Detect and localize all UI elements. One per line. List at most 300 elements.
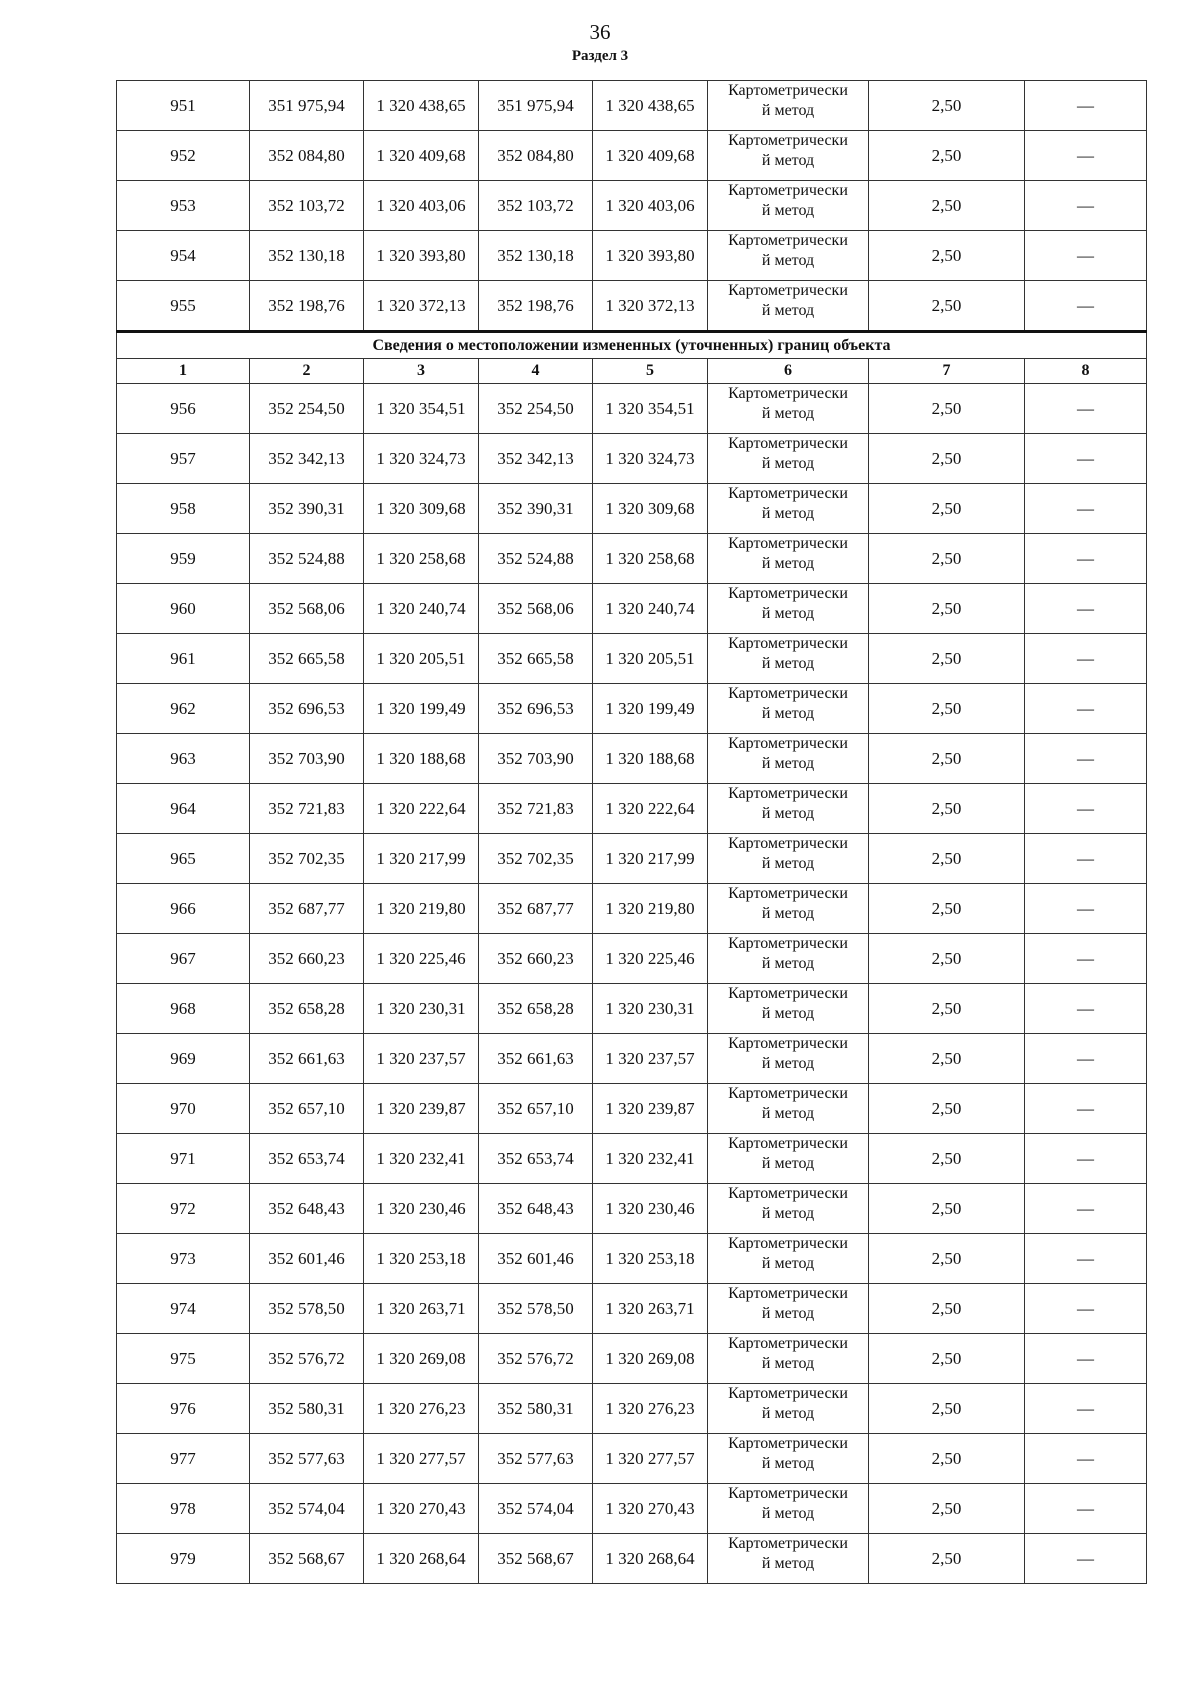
table-row — [117, 1134, 1147, 1184]
point-number-cell: 958 — [117, 484, 250, 534]
point-number-cell: 974 — [117, 1284, 250, 1334]
y-existing-cell: 1 320 225,46 — [364, 934, 479, 984]
y-existing-cell: 1 320 354,51 — [364, 384, 479, 434]
method-line-2: й метод — [761, 1055, 815, 1072]
note-cell: — — [1025, 984, 1147, 1034]
x-existing-cell: 352 660,23 — [250, 934, 364, 984]
x-refined-cell: 352 254,50 — [479, 384, 593, 434]
x-refined-cell: 352 721,83 — [479, 784, 593, 834]
note-cell: — — [1025, 231, 1147, 281]
x-refined-cell: 352 696,53 — [479, 684, 593, 734]
y-existing-cell: 1 320 253,18 — [364, 1234, 479, 1284]
method-cell — [708, 1534, 869, 1584]
x-refined-cell: 352 657,10 — [479, 1084, 593, 1134]
x-refined-cell: 352 342,13 — [479, 434, 593, 484]
x-existing-cell: 352 653,74 — [250, 1134, 364, 1184]
accuracy-cell: 2,50 — [869, 434, 1025, 484]
x-refined-cell: 352 577,63 — [479, 1434, 593, 1484]
table-row — [117, 131, 1147, 181]
x-refined-cell: 352 103,72 — [479, 181, 593, 231]
method-line-2: й метод — [761, 1505, 815, 1522]
point-number-cell: 960 — [117, 584, 250, 634]
y-refined-cell: 1 320 217,99 — [593, 834, 708, 884]
x-existing-cell: 352 601,46 — [250, 1234, 364, 1284]
accuracy-cell: 2,50 — [869, 281, 1025, 332]
point-number-cell: 977 — [117, 1434, 250, 1484]
note-cell: — — [1025, 634, 1147, 684]
x-existing-cell: 352 703,90 — [250, 734, 364, 784]
x-refined-cell: 352 084,80 — [479, 131, 593, 181]
method-line-2: й метод — [761, 252, 815, 269]
method-line-2: й метод — [761, 605, 815, 622]
y-refined-cell: 1 320 222,64 — [593, 784, 708, 834]
point-number-cell: 970 — [117, 1084, 250, 1134]
note-cell: — — [1025, 684, 1147, 734]
x-existing-cell: 352 130,18 — [250, 231, 364, 281]
column-number: 5 — [593, 359, 708, 384]
point-number-cell: 976 — [117, 1384, 250, 1434]
method-cell — [708, 1484, 869, 1534]
method-cell — [708, 984, 869, 1034]
x-refined-cell: 352 524,88 — [479, 534, 593, 584]
method-cell — [708, 784, 869, 834]
x-refined-cell: 352 658,28 — [479, 984, 593, 1034]
method-cell — [708, 1384, 869, 1434]
y-refined-cell: 1 320 219,80 — [593, 884, 708, 934]
table-row — [117, 231, 1147, 281]
x-existing-cell: 351 975,94 — [250, 81, 364, 131]
y-existing-cell: 1 320 324,73 — [364, 434, 479, 484]
table-body-bottom — [117, 384, 1147, 1584]
method-line-1: Картометрически — [728, 535, 848, 552]
table-row — [117, 734, 1147, 784]
x-existing-cell: 352 696,53 — [250, 684, 364, 734]
method-cell — [708, 231, 869, 281]
note-cell: — — [1025, 1534, 1147, 1584]
point-number-cell: 963 — [117, 734, 250, 784]
y-refined-cell: 1 320 276,23 — [593, 1384, 708, 1434]
method-cell — [708, 1034, 869, 1084]
column-number: 4 — [479, 359, 593, 384]
x-refined-cell: 352 130,18 — [479, 231, 593, 281]
method-line-2: й метод — [761, 905, 815, 922]
column-number: 1 — [117, 359, 250, 384]
y-existing-cell: 1 320 239,87 — [364, 1084, 479, 1134]
y-refined-cell: 1 320 409,68 — [593, 131, 708, 181]
y-existing-cell: 1 320 219,80 — [364, 884, 479, 934]
y-refined-cell: 1 320 240,74 — [593, 584, 708, 634]
note-cell: — — [1025, 834, 1147, 884]
y-existing-cell: 1 320 268,64 — [364, 1534, 479, 1584]
note-cell: — — [1025, 1084, 1147, 1134]
accuracy-cell: 2,50 — [869, 1434, 1025, 1484]
y-refined-cell: 1 320 393,80 — [593, 231, 708, 281]
table-row — [117, 1434, 1147, 1484]
method-line-1: Картометрически — [728, 132, 848, 149]
page-number: 36 — [589, 20, 611, 44]
point-number-cell: 955 — [117, 281, 250, 332]
point-number-cell: 964 — [117, 784, 250, 834]
x-refined-cell: 352 574,04 — [479, 1484, 593, 1534]
x-existing-cell: 352 576,72 — [250, 1334, 364, 1384]
note-cell: — — [1025, 131, 1147, 181]
x-existing-cell: 352 721,83 — [250, 784, 364, 834]
table-row — [117, 1384, 1147, 1434]
point-number-cell: 972 — [117, 1184, 250, 1234]
y-existing-cell: 1 320 230,46 — [364, 1184, 479, 1234]
note-cell: — — [1025, 1334, 1147, 1384]
accuracy-cell: 2,50 — [869, 1534, 1025, 1584]
accuracy-cell: 2,50 — [869, 1084, 1025, 1134]
x-refined-cell: 352 687,77 — [479, 884, 593, 934]
method-line-1: Картометрически — [728, 1185, 848, 1202]
x-existing-cell: 352 580,31 — [250, 1384, 364, 1434]
x-refined-cell: 352 660,23 — [479, 934, 593, 984]
method-line-1: Картометрически — [728, 1435, 848, 1452]
x-existing-cell: 352 084,80 — [250, 131, 364, 181]
x-refined-cell: 352 198,76 — [479, 281, 593, 332]
method-line-1: Картометрически — [728, 835, 848, 852]
note-cell: — — [1025, 81, 1147, 131]
note-cell: — — [1025, 1484, 1147, 1534]
accuracy-cell: 2,50 — [869, 834, 1025, 884]
method-line-2: й метод — [761, 1255, 815, 1272]
method-line-2: й метод — [761, 1305, 815, 1322]
note-cell: — — [1025, 281, 1147, 332]
y-refined-cell: 1 320 188,68 — [593, 734, 708, 784]
method-line-2: й метод — [761, 405, 815, 422]
y-existing-cell: 1 320 270,43 — [364, 1484, 479, 1534]
x-refined-cell: 352 576,72 — [479, 1334, 593, 1384]
method-cell — [708, 1184, 869, 1234]
x-refined-cell: 352 648,43 — [479, 1184, 593, 1234]
y-existing-cell: 1 320 258,68 — [364, 534, 479, 584]
method-line-2: й метод — [761, 102, 815, 119]
column-numbers-row — [117, 359, 1147, 384]
method-line-1: Картометрически — [728, 82, 848, 99]
x-existing-cell: 352 198,76 — [250, 281, 364, 332]
x-existing-cell: 352 658,28 — [250, 984, 364, 1034]
column-number: 8 — [1025, 359, 1147, 384]
accuracy-cell: 2,50 — [869, 484, 1025, 534]
x-existing-cell: 352 648,43 — [250, 1184, 364, 1234]
method-cell — [708, 1334, 869, 1384]
method-line-2: й метод — [761, 1555, 815, 1572]
x-refined-cell: 352 568,06 — [479, 584, 593, 634]
y-refined-cell: 1 320 324,73 — [593, 434, 708, 484]
y-existing-cell: 1 320 217,99 — [364, 834, 479, 884]
method-line-1: Картометрически — [728, 1085, 848, 1102]
x-existing-cell: 352 661,63 — [250, 1034, 364, 1084]
y-existing-cell: 1 320 393,80 — [364, 231, 479, 281]
accuracy-cell: 2,50 — [869, 884, 1025, 934]
note-cell: — — [1025, 434, 1147, 484]
method-line-1: Картометрически — [728, 1335, 848, 1352]
y-refined-cell: 1 320 258,68 — [593, 534, 708, 584]
method-line-2: й метод — [761, 855, 815, 872]
y-existing-cell: 1 320 263,71 — [364, 1284, 479, 1334]
x-refined-cell: 352 390,31 — [479, 484, 593, 534]
note-cell: — — [1025, 1234, 1147, 1284]
point-number-cell: 978 — [117, 1484, 250, 1534]
table-row — [117, 1084, 1147, 1134]
point-number-cell: 969 — [117, 1034, 250, 1084]
method-line-2: й метод — [761, 1455, 815, 1472]
x-existing-cell: 352 574,04 — [250, 1484, 364, 1534]
method-cell — [708, 1084, 869, 1134]
method-line-1: Картометрически — [728, 985, 848, 1002]
y-existing-cell: 1 320 188,68 — [364, 734, 479, 784]
x-existing-cell: 352 687,77 — [250, 884, 364, 934]
method-line-2: й метод — [761, 805, 815, 822]
method-cell — [708, 584, 869, 634]
note-cell: — — [1025, 1134, 1147, 1184]
note-cell: — — [1025, 1034, 1147, 1084]
note-cell: — — [1025, 734, 1147, 784]
x-refined-cell: 352 653,74 — [479, 1134, 593, 1184]
x-existing-cell: 352 390,31 — [250, 484, 364, 534]
method-line-1: Картометрически — [728, 585, 848, 602]
method-cell — [708, 484, 869, 534]
y-refined-cell: 1 320 230,46 — [593, 1184, 708, 1234]
table-row — [117, 684, 1147, 734]
y-existing-cell: 1 320 230,31 — [364, 984, 479, 1034]
x-refined-cell: 352 601,46 — [479, 1234, 593, 1284]
table-row — [117, 434, 1147, 484]
y-refined-cell: 1 320 263,71 — [593, 1284, 708, 1334]
x-existing-cell: 352 254,50 — [250, 384, 364, 434]
method-line-1: Картометрически — [728, 435, 848, 452]
x-existing-cell: 352 702,35 — [250, 834, 364, 884]
table-row — [117, 384, 1147, 434]
method-line-1: Картометрически — [728, 935, 848, 952]
accuracy-cell: 2,50 — [869, 984, 1025, 1034]
y-refined-cell: 1 320 232,41 — [593, 1134, 708, 1184]
method-cell — [708, 1134, 869, 1184]
y-refined-cell: 1 320 354,51 — [593, 384, 708, 434]
table-row — [117, 884, 1147, 934]
y-existing-cell: 1 320 199,49 — [364, 684, 479, 734]
method-cell — [708, 834, 869, 884]
method-cell — [708, 1284, 869, 1334]
y-refined-cell: 1 320 403,06 — [593, 181, 708, 231]
method-line-1: Картометрически — [728, 1135, 848, 1152]
x-existing-cell: 352 103,72 — [250, 181, 364, 231]
point-number-cell: 953 — [117, 181, 250, 231]
accuracy-cell: 2,50 — [869, 81, 1025, 131]
method-line-1: Картометрически — [728, 1035, 848, 1052]
method-line-1: Картометрически — [728, 385, 848, 402]
method-cell — [708, 384, 869, 434]
table-row — [117, 1334, 1147, 1384]
note-cell: — — [1025, 1284, 1147, 1334]
point-number-cell: 975 — [117, 1334, 250, 1384]
method-cell — [708, 181, 869, 231]
method-line-2: й метод — [761, 152, 815, 169]
y-existing-cell: 1 320 403,06 — [364, 181, 479, 231]
accuracy-cell: 2,50 — [869, 684, 1025, 734]
method-line-2: й метод — [761, 455, 815, 472]
accuracy-cell: 2,50 — [869, 584, 1025, 634]
method-cell — [708, 734, 869, 784]
section-heading-row — [117, 332, 1147, 359]
accuracy-cell: 2,50 — [869, 181, 1025, 231]
method-line-2: й метод — [761, 302, 815, 319]
point-number-cell: 952 — [117, 131, 250, 181]
table-body-top — [117, 81, 1147, 332]
x-refined-cell: 352 578,50 — [479, 1284, 593, 1334]
table-row — [117, 81, 1147, 131]
method-line-1: Картометрически — [728, 1235, 848, 1252]
accuracy-cell: 2,50 — [869, 1134, 1025, 1184]
method-line-2: й метод — [761, 955, 815, 972]
method-line-2: й метод — [761, 705, 815, 722]
method-cell — [708, 1434, 869, 1484]
y-existing-cell: 1 320 276,23 — [364, 1384, 479, 1434]
method-line-1: Картометрически — [728, 635, 848, 652]
method-cell — [708, 81, 869, 131]
y-refined-cell: 1 320 225,46 — [593, 934, 708, 984]
x-existing-cell: 352 577,63 — [250, 1434, 364, 1484]
point-number-cell: 951 — [117, 81, 250, 131]
y-existing-cell: 1 320 222,64 — [364, 784, 479, 834]
y-refined-cell: 1 320 372,13 — [593, 281, 708, 332]
y-refined-cell: 1 320 230,31 — [593, 984, 708, 1034]
coordinates-table — [116, 80, 1147, 1584]
method-line-1: Картометрически — [728, 232, 848, 249]
method-line-2: й метод — [761, 555, 815, 572]
method-line-1: Картометрически — [728, 485, 848, 502]
point-number-cell: 968 — [117, 984, 250, 1034]
method-cell — [708, 534, 869, 584]
note-cell: — — [1025, 784, 1147, 834]
point-number-cell: 967 — [117, 934, 250, 984]
x-existing-cell: 352 665,58 — [250, 634, 364, 684]
x-existing-cell: 352 568,06 — [250, 584, 364, 634]
accuracy-cell: 2,50 — [869, 734, 1025, 784]
method-cell — [708, 281, 869, 332]
column-number: 3 — [364, 359, 479, 384]
y-refined-cell: 1 320 205,51 — [593, 634, 708, 684]
method-line-1: Картометрически — [728, 282, 848, 299]
method-line-2: й метод — [761, 1205, 815, 1222]
table-row — [117, 1034, 1147, 1084]
method-line-1: Картометрически — [728, 735, 848, 752]
y-existing-cell: 1 320 237,57 — [364, 1034, 479, 1084]
column-number: 7 — [869, 359, 1025, 384]
method-line-1: Картометрически — [728, 1385, 848, 1402]
point-number-cell: 956 — [117, 384, 250, 434]
accuracy-cell: 2,50 — [869, 784, 1025, 834]
point-number-cell: 961 — [117, 634, 250, 684]
column-number: 2 — [250, 359, 364, 384]
accuracy-cell: 2,50 — [869, 1334, 1025, 1384]
accuracy-cell: 2,50 — [869, 384, 1025, 434]
note-cell: — — [1025, 1434, 1147, 1484]
y-refined-cell: 1 320 270,43 — [593, 1484, 708, 1534]
x-existing-cell: 352 342,13 — [250, 434, 364, 484]
y-existing-cell: 1 320 372,13 — [364, 281, 479, 332]
accuracy-cell: 2,50 — [869, 1384, 1025, 1434]
method-cell — [708, 1234, 869, 1284]
table-row — [117, 1184, 1147, 1234]
y-existing-cell: 1 320 309,68 — [364, 484, 479, 534]
method-cell — [708, 684, 869, 734]
accuracy-cell: 2,50 — [869, 1184, 1025, 1234]
method-line-2: й метод — [761, 1105, 815, 1122]
x-refined-cell: 352 568,67 — [479, 1534, 593, 1584]
table-row — [117, 534, 1147, 584]
method-line-1: Картометрически — [728, 1485, 848, 1502]
method-line-1: Картометрически — [728, 1535, 848, 1552]
x-refined-cell: 352 665,58 — [479, 634, 593, 684]
y-refined-cell: 1 320 268,64 — [593, 1534, 708, 1584]
method-line-2: й метод — [761, 1405, 815, 1422]
note-cell: — — [1025, 1384, 1147, 1434]
accuracy-cell: 2,50 — [869, 634, 1025, 684]
note-cell: — — [1025, 181, 1147, 231]
table-row — [117, 934, 1147, 984]
point-number-cell: 965 — [117, 834, 250, 884]
section-heading: Сведения о местоположении измененных (уточненных) границ объекта — [117, 332, 1147, 359]
point-number-cell: 966 — [117, 884, 250, 934]
method-cell — [708, 634, 869, 684]
point-number-cell: 957 — [117, 434, 250, 484]
y-existing-cell: 1 320 277,57 — [364, 1434, 479, 1484]
accuracy-cell: 2,50 — [869, 534, 1025, 584]
accuracy-cell: 2,50 — [869, 1484, 1025, 1534]
y-refined-cell: 1 320 438,65 — [593, 81, 708, 131]
y-existing-cell: 1 320 409,68 — [364, 131, 479, 181]
y-refined-cell: 1 320 269,08 — [593, 1334, 708, 1384]
point-number-cell: 954 — [117, 231, 250, 281]
y-existing-cell: 1 320 232,41 — [364, 1134, 479, 1184]
point-number-cell: 962 — [117, 684, 250, 734]
x-refined-cell: 351 975,94 — [479, 81, 593, 131]
point-number-cell: 959 — [117, 534, 250, 584]
accuracy-cell: 2,50 — [869, 934, 1025, 984]
y-existing-cell: 1 320 438,65 — [364, 81, 479, 131]
x-existing-cell: 352 524,88 — [250, 534, 364, 584]
table-row — [117, 834, 1147, 884]
note-cell: — — [1025, 584, 1147, 634]
method-line-2: й метод — [761, 755, 815, 772]
method-cell — [708, 434, 869, 484]
note-cell: — — [1025, 1184, 1147, 1234]
y-refined-cell: 1 320 277,57 — [593, 1434, 708, 1484]
accuracy-cell: 2,50 — [869, 131, 1025, 181]
table-row — [117, 484, 1147, 534]
note-cell: — — [1025, 484, 1147, 534]
point-number-cell: 971 — [117, 1134, 250, 1184]
method-line-2: й метод — [761, 1155, 815, 1172]
method-cell — [708, 131, 869, 181]
note-cell: — — [1025, 884, 1147, 934]
table-row — [117, 1234, 1147, 1284]
method-line-2: й метод — [761, 1005, 815, 1022]
section-header — [117, 332, 1147, 384]
y-existing-cell: 1 320 240,74 — [364, 584, 479, 634]
x-refined-cell: 352 580,31 — [479, 1384, 593, 1434]
method-cell — [708, 884, 869, 934]
method-line-1: Картометрически — [728, 685, 848, 702]
point-number-cell: 979 — [117, 1534, 250, 1584]
note-cell: — — [1025, 534, 1147, 584]
x-refined-cell: 352 702,35 — [479, 834, 593, 884]
x-refined-cell: 352 703,90 — [479, 734, 593, 784]
accuracy-cell: 2,50 — [869, 1284, 1025, 1334]
y-existing-cell: 1 320 205,51 — [364, 634, 479, 684]
